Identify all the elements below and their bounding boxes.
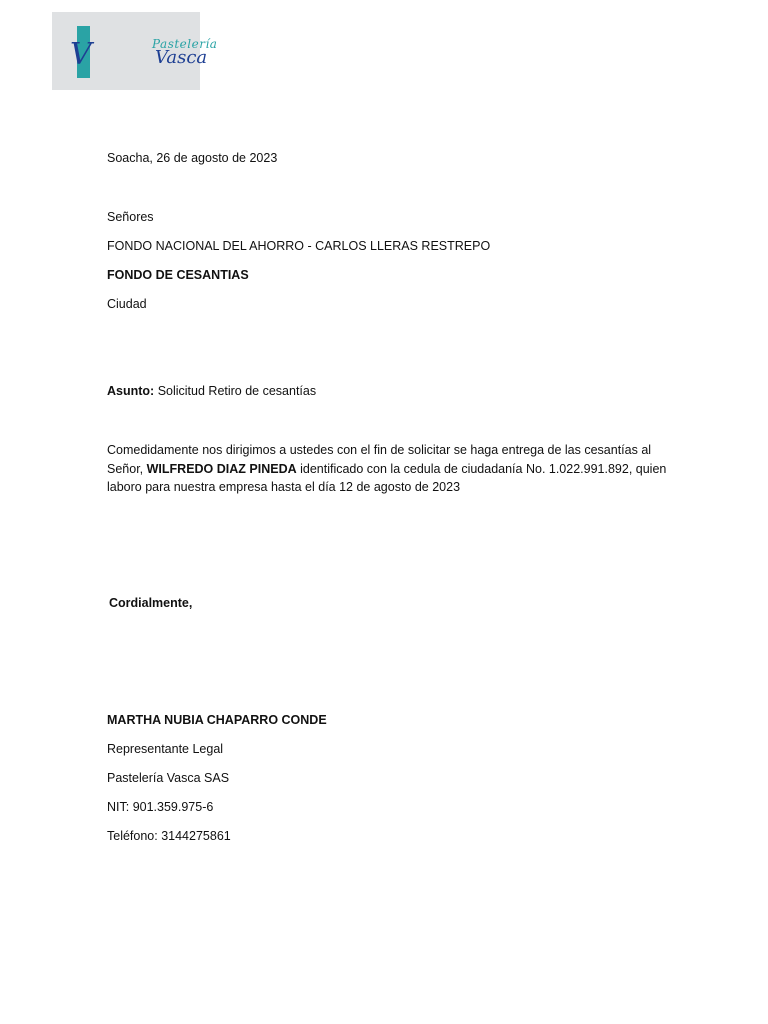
company-logo — [52, 12, 218, 90]
recipient-city: Ciudad — [107, 297, 147, 311]
signature-company: Pastelería Vasca SAS — [107, 771, 230, 785]
subject-text: Solicitud Retiro de cesantías — [154, 384, 317, 398]
logo-text-bottom: Vasca — [155, 47, 208, 68]
signature-phone: Teléfono: 3144275861 — [107, 829, 231, 843]
signature-title: Representante Legal — [107, 742, 224, 756]
body-part2: identificado con la cedula de ciudadanía No. 1.022.991.892, quien laboro para nuestra empresa hasta el día 12 de agosto de 2023 — [107, 461, 667, 494]
recipient-department: FONDO DE CESANTIAS — [107, 268, 249, 282]
closing: Cordialmente, — [109, 596, 193, 610]
signature-name: MARTHA NUBIA CHAPARRO CONDE — [107, 713, 327, 727]
subject-line — [107, 382, 316, 400]
body-part1: Comedidamente nos dirigimos a ustedes con el fin de solicitar se haga entrega de las cesantías al Señor, — [107, 443, 652, 476]
subject-label: Asunto: — [107, 384, 155, 398]
body-paragraph — [107, 441, 667, 497]
logo-text-top: Pastelería — [152, 37, 218, 51]
signature-nit: NIT: 901.359.975-6 — [107, 800, 214, 814]
employee-name: WILFREDO DIAZ PINEDA — [146, 461, 297, 476]
recipient-organization: FONDO NACIONAL DEL AHORRO - CARLOS LLERAS RESTREPO — [107, 239, 491, 253]
recipient-salutation: Señores — [107, 210, 154, 224]
date-line: Soacha, 26 de agosto de 2023 — [107, 151, 278, 165]
svg-text:V: V — [70, 37, 92, 72]
